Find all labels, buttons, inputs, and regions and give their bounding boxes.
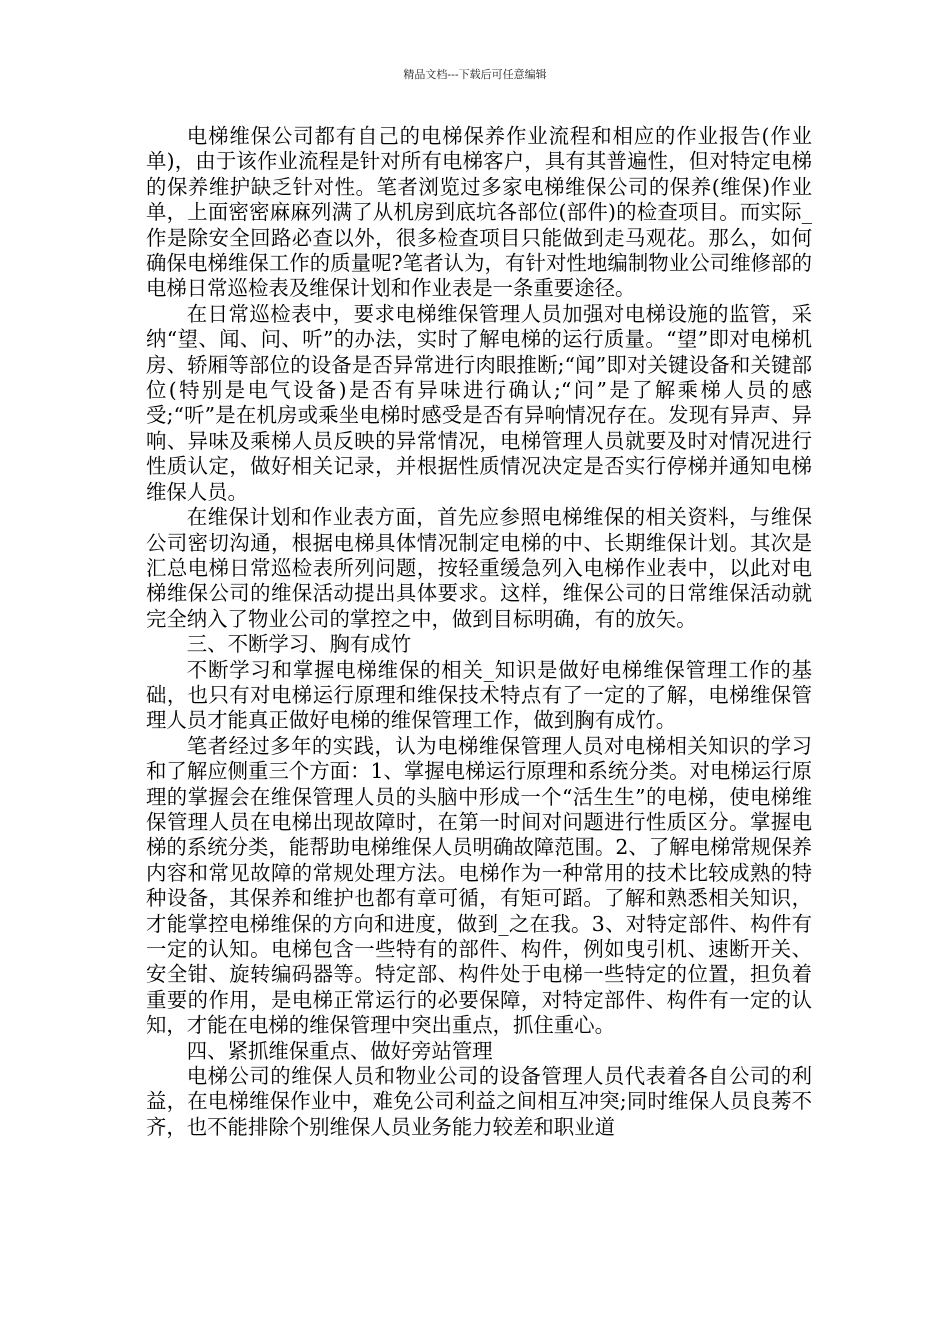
- document-body: [146, 124, 812, 1140]
- page-header: 精品文档---下载后可任意编辑: [403, 68, 547, 81]
- paragraph-three-aspects: 笔者经过多年的实践，认为电梯维保管理人员对电梯相关知识的学习和了解应侧重三个方面：1、掌握电梯运行原理和系统分类。对电梯运行原理的掌握会在维保管理人员的头脑中形成一个“活生生”的电梯，使电梯维保管理人员在电梯出现故障时，在第一时间对问题进行性质区分。掌握电梯的系统分类，能帮助电梯维保人员明确故障范围。2、了解电梯常规保养内容和常见故障的常规处理方法。电梯作为一种常用的技术比较成熟的特种设备，其保养和维护也都有章可循，有矩可蹈。了解和熟悉相关知识，才能掌控电梯维保的方向和进度，做到_之在我。3、对特定部件、构件有一定的认知。电梯包含一些特有的部件、构件，例如曳引机、速断开关、安全钳、旋转编码器等。特定部、构件处于电梯一些特定的位置，担负着重要的作用，是电梯正常运行的必要保障，对特定部件、构件有一定的认知，才能在电梯的维保管理中突出重点，抓住重心。: [146, 733, 812, 1038]
- paragraph-daily-inspection: 在日常巡检表中，要求电梯维保管理人员加强对电梯设施的监管，采纳“望、闻、问、听”的办法，实时了解电梯的运行质量。“望”即对电梯机房、轿厢等部位的设备是否异常进行肉眼推断;“闻”即对关键设备和关键部位(特别是电气设备)是否有异味进行确认;“问”是了解乘梯人员的感受;“听”是在机房或乘坐电梯时感受是否有异响情况存在。发现有异声、异响、异味及乘梯人员反映的异常情况，电梯管理人员就要及时对情况进行性质认定，做好相关记录，并根据性质情况决定是否实行停梯并通知电梯维保人员。: [146, 301, 812, 504]
- paragraph-maintenance-plan: 在维保计划和作业表方面，首先应参照电梯维保的相关资料，与维保公司密切沟通，根据电梯具体情况制定电梯的中、长期维保计划。其次是汇总电梯日常巡检表所列问题，按轻重缓急列入电梯作业表中，以此对电梯维保公司的维保活动提出具体要求。这样，维保公司的日常维保活动就完全纳入了物业公司的掌控之中，做到目标明确，有的放矢。: [146, 505, 812, 631]
- paragraph-continuous-learning: 不断学习和掌握电梯维保的相关_知识是做好电梯维保管理工作的基础，也只有对电梯运行原理和维保技术特点有了一定的了解，电梯维保管理人员才能真正做好电梯的维保管理工作，做到胸有成竹。: [146, 657, 812, 733]
- section-heading-4: 四、紧抓维保重点、做好旁站管理: [186, 1038, 493, 1063]
- section-heading-3: 三、不断学习、胸有成竹: [186, 632, 412, 657]
- paragraph-conflict-of-interest: 电梯公司的维保人员和物业公司的设备管理人员代表着各自公司的利益，在电梯维保作业中，难免公司利益之间相互冲突;同时维保人员良莠不齐，也不能排除个别维保人员业务能力较差和职业道: [146, 1064, 812, 1139]
- paragraph-maintenance-workflow: 电梯维保公司都有自己的电梯保养作业流程和相应的作业报告(作业单)，由于该作业流程是针对所有电梯客户，具有其普遍性，但对特定电梯的保养维护缺乏针对性。笔者浏览过多家电梯维保公司的保养(维保)作业单，上面密密麻麻列满了从机房到底坑各部位(部件)的检查项目。而实际_作是除安全回路必查以外，很多检查项目只能做到走马观花。那么，如何确保电梯维保工作的质量呢?笔者认为，有针对性地编制物业公司维修部的电梯日常巡检表及维保计划和作业表是一条重要途径。: [146, 124, 812, 301]
